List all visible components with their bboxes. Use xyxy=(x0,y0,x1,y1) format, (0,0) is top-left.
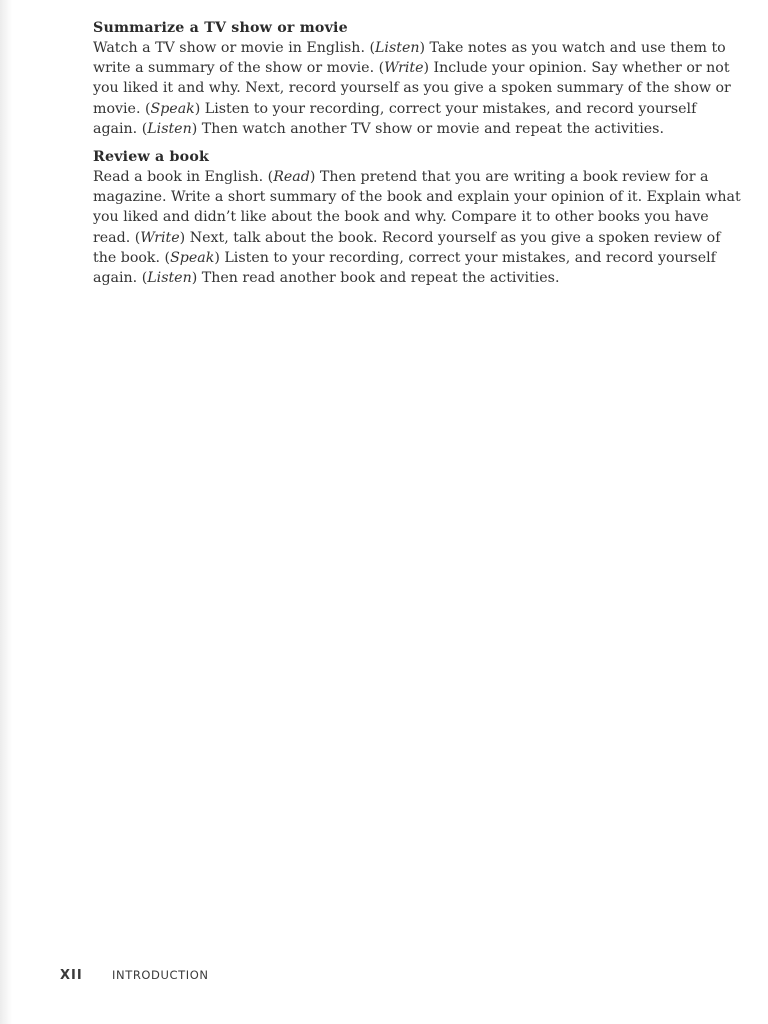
paragraph-text: ) Then pretend that you are writing a book review for a magazine. Write a short summary of the book and explain your opinion of it. Explain what you liked and didn’t like about the book and why. Compare it to other books you have read. ( xyxy=(93,169,741,246)
paragraph-text: ) Listen to your recording, correct your mistakes, and record yourself again. ( xyxy=(93,100,697,137)
section-summarize-tv-show xyxy=(93,18,743,139)
skill-label: Listen xyxy=(147,270,192,287)
skill-label: Listen xyxy=(147,120,192,137)
skill-label: Write xyxy=(140,229,180,246)
page-number: XII xyxy=(60,968,83,983)
section-review-book xyxy=(93,147,743,288)
section-heading: Review a book xyxy=(93,149,210,166)
section-paragraph xyxy=(93,167,743,288)
paragraph-text: Watch a TV show or movie in English. ( xyxy=(93,40,375,56)
skill-label: Speak xyxy=(150,100,195,117)
scan-shadow xyxy=(0,0,12,1024)
paragraph-text: ) Then read another book and repeat the activities. xyxy=(191,270,560,287)
skill-label: Read xyxy=(273,169,310,186)
page-footer xyxy=(60,968,209,983)
paragraph-text: ) Listen to your recording, correct your mistakes, and record yourself again. ( xyxy=(93,249,716,287)
section-paragraph xyxy=(93,38,743,139)
document-body xyxy=(93,18,743,296)
paragraph-text: Read a book in English. ( xyxy=(93,169,274,186)
skill-label: Speak xyxy=(170,249,215,266)
skill-label: Write xyxy=(384,60,424,77)
paragraph-text: ) Then watch another TV show or movie and repeat the activities. xyxy=(191,120,664,137)
paragraph-text: ) Take notes as you watch and use them to write a summary of the show or movie. ( xyxy=(93,40,726,77)
paragraph-text: ) Include your opinion. Say whether or not you liked it and why. Next, record yourself as you give a spoken summary of the show or movie. ( xyxy=(93,60,731,117)
paragraph-text: ) Next, talk about the book. Record yourself as you give a spoken review of the book. ( xyxy=(93,229,721,266)
skill-label: Listen xyxy=(375,40,420,56)
running-head: INTRODUCTION xyxy=(112,968,209,982)
section-heading: Summarize a TV show or movie xyxy=(93,20,348,36)
